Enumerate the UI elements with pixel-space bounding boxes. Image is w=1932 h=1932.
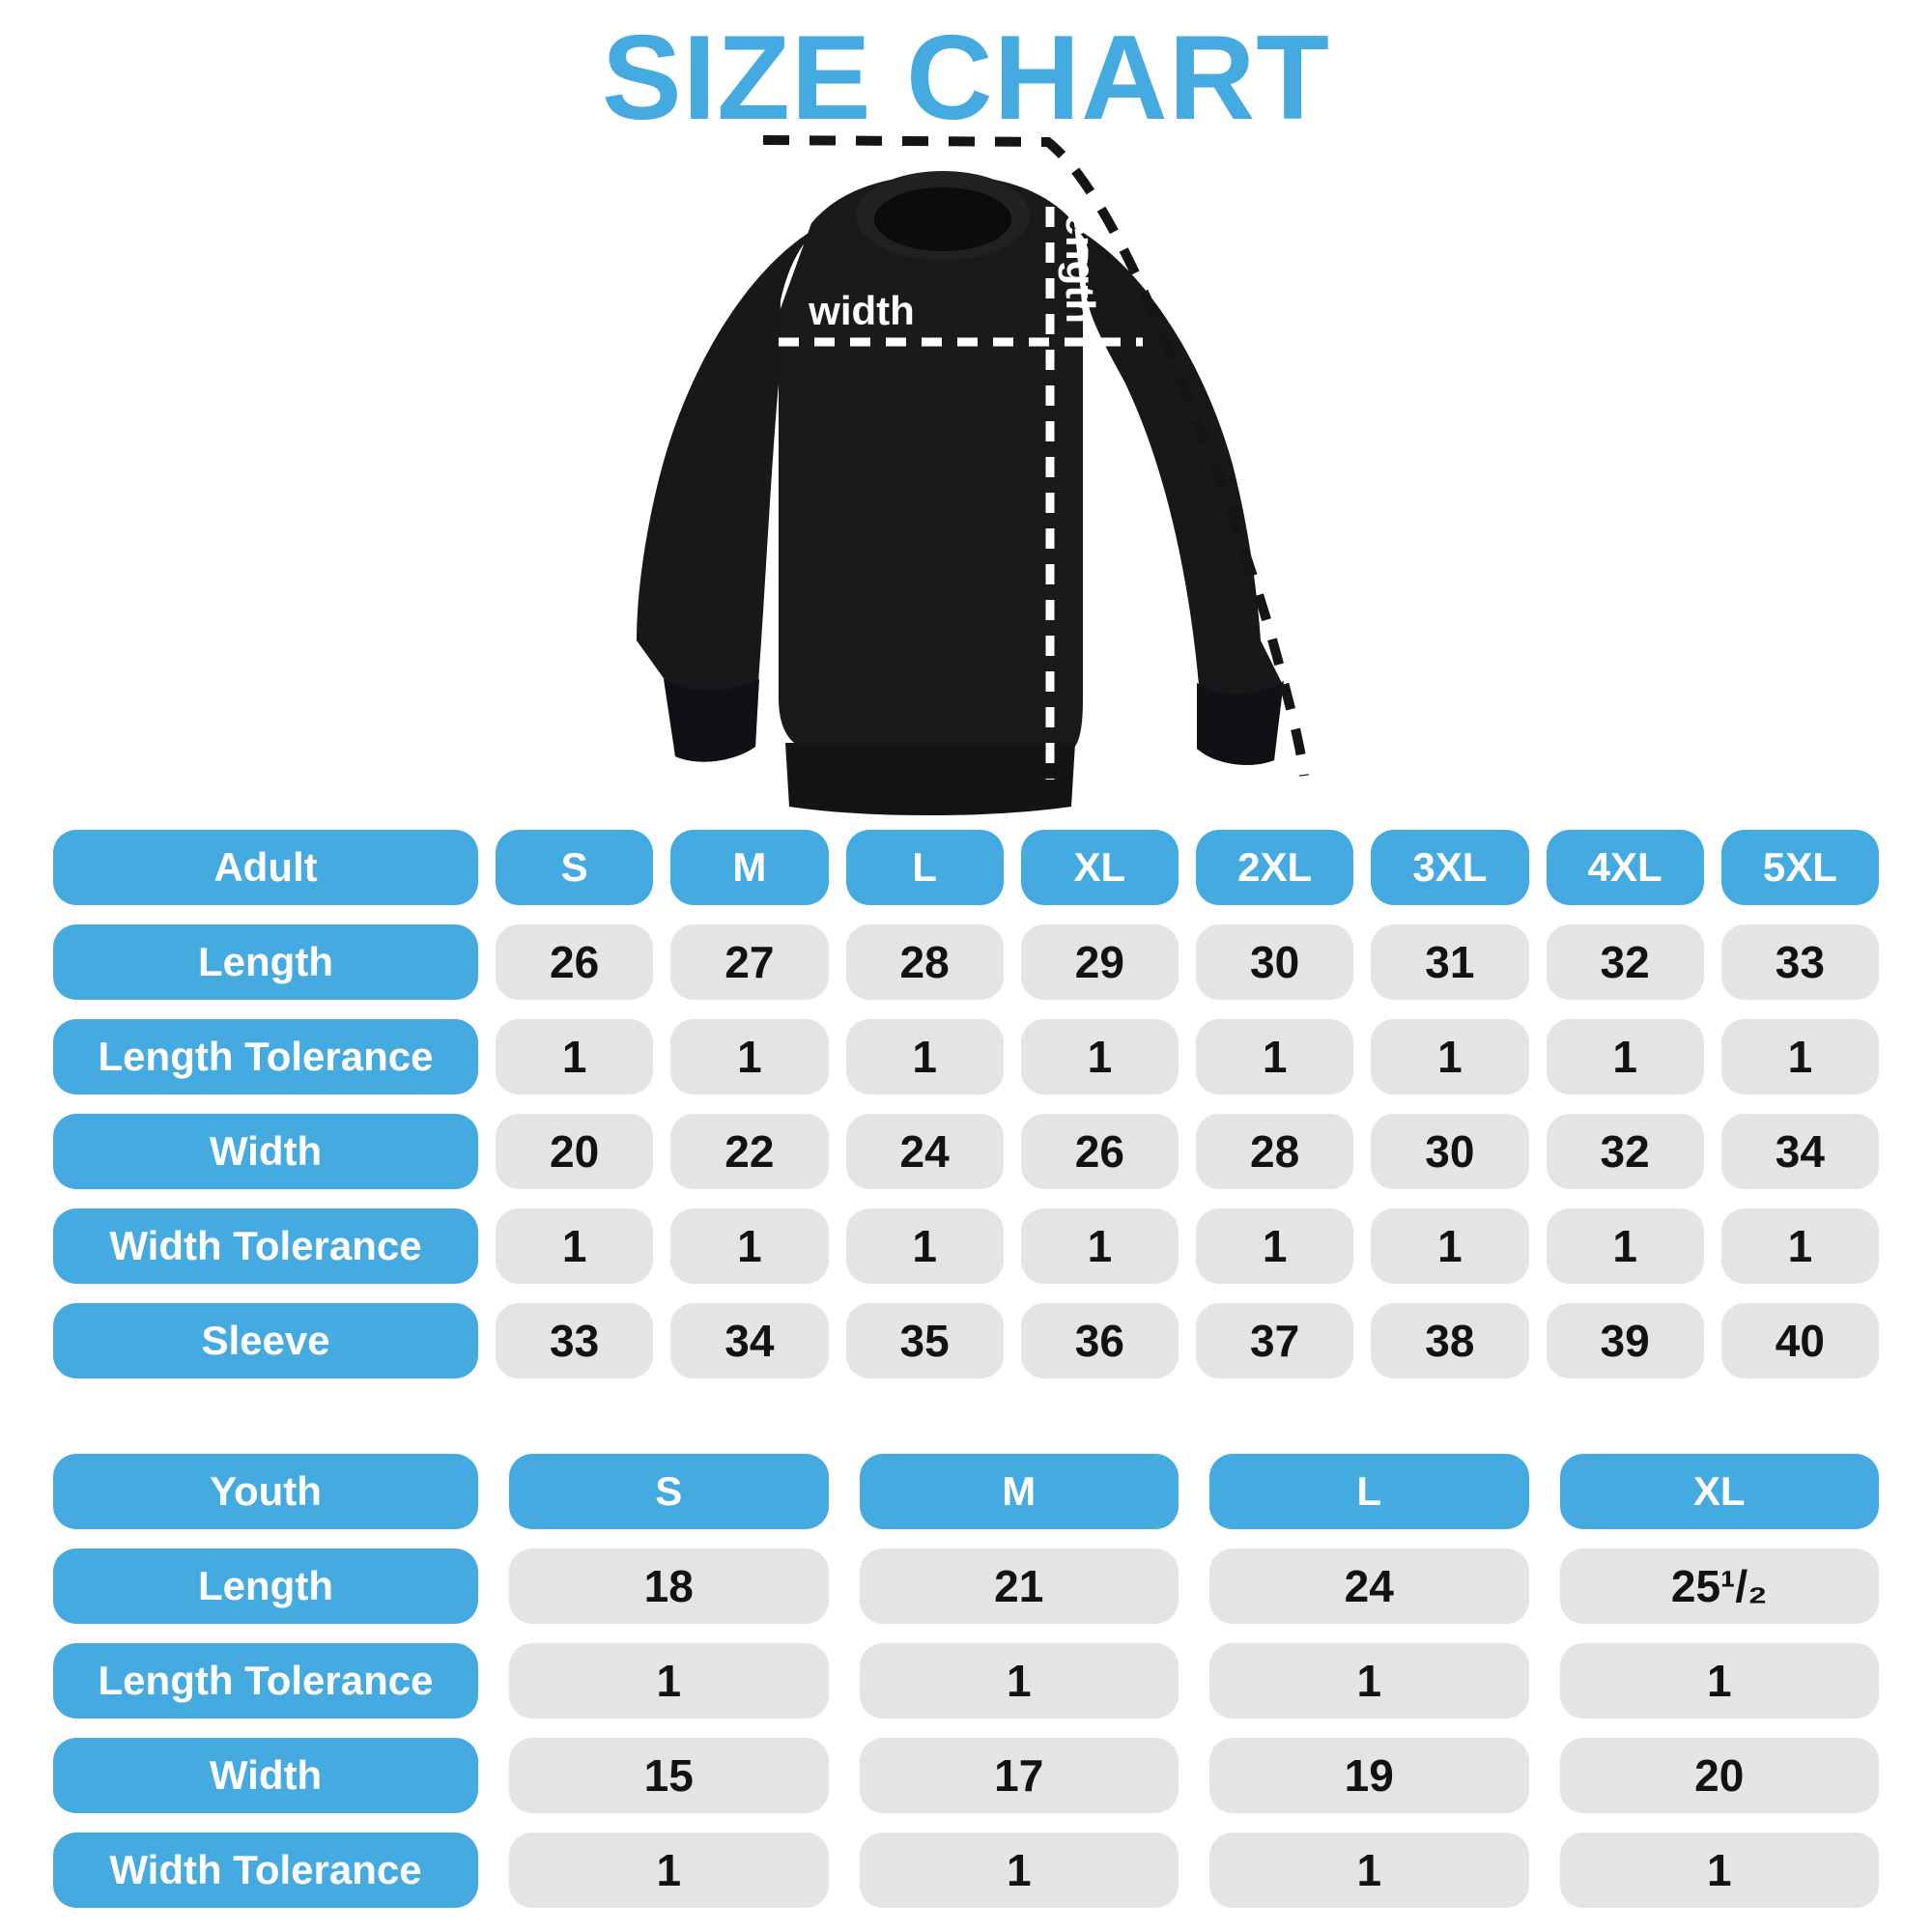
size-column-header: L bbox=[1209, 1454, 1529, 1529]
size-column-header: 4XL bbox=[1547, 830, 1704, 905]
value-cell: 1 bbox=[1371, 1208, 1528, 1284]
row-label: Sleeve bbox=[53, 1303, 478, 1378]
value-cell: 31 bbox=[1371, 924, 1528, 1000]
size-column-header: M bbox=[860, 1454, 1179, 1529]
value-cell: 1 bbox=[670, 1019, 828, 1094]
size-column-header: M bbox=[670, 830, 828, 905]
value-cell: 26 bbox=[1021, 1114, 1179, 1189]
size-column-header: XL bbox=[1021, 830, 1179, 905]
value-cell: 30 bbox=[1196, 924, 1353, 1000]
value-cell: 20 bbox=[496, 1114, 653, 1189]
value-cell: 1 bbox=[1547, 1208, 1704, 1284]
value-cell: 1 bbox=[509, 1833, 829, 1908]
value-cell: 17 bbox=[860, 1738, 1179, 1813]
torso-shape bbox=[779, 175, 1083, 751]
value-cell: 1 bbox=[1371, 1019, 1528, 1094]
value-cell: 24 bbox=[846, 1114, 1004, 1189]
value-cell: 24 bbox=[1209, 1548, 1529, 1624]
adult-size-table bbox=[53, 830, 1879, 1378]
size-column-header: 3XL bbox=[1371, 830, 1528, 905]
value-cell: 15 bbox=[509, 1738, 829, 1813]
value-cell: 1 bbox=[846, 1208, 1004, 1284]
row-label: Width Tolerance bbox=[53, 1208, 478, 1284]
value-cell: 1 bbox=[1196, 1208, 1353, 1284]
value-cell: 34 bbox=[670, 1303, 828, 1378]
value-cell: 30 bbox=[1371, 1114, 1528, 1189]
value-cell: 1 bbox=[1021, 1208, 1179, 1284]
value-cell: 1 bbox=[509, 1643, 829, 1719]
row-label: Width Tolerance bbox=[53, 1833, 478, 1908]
value-cell: 34 bbox=[1721, 1114, 1879, 1189]
row-label: Length Tolerance bbox=[53, 1019, 478, 1094]
value-cell: 33 bbox=[496, 1303, 653, 1378]
value-cell: 1 bbox=[1209, 1643, 1529, 1719]
value-cell: 1 bbox=[1196, 1019, 1353, 1094]
hem-band bbox=[785, 743, 1075, 815]
value-cell: 1 bbox=[860, 1643, 1179, 1719]
value-cell: 36 bbox=[1021, 1303, 1179, 1378]
sweatshirt-image bbox=[522, 130, 1352, 818]
value-cell: 21 bbox=[860, 1548, 1179, 1624]
value-cell: 1 bbox=[1560, 1643, 1880, 1719]
value-cell: 32 bbox=[1547, 1114, 1704, 1189]
value-cell: 35 bbox=[846, 1303, 1004, 1378]
value-cell: 29 bbox=[1021, 924, 1179, 1000]
value-cell: 27 bbox=[670, 924, 828, 1000]
value-cell: 28 bbox=[846, 924, 1004, 1000]
row-label: Width bbox=[53, 1738, 478, 1813]
value-cell: 32 bbox=[1547, 924, 1704, 1000]
youth-size-table bbox=[53, 1454, 1879, 1908]
value-cell: 20 bbox=[1560, 1738, 1880, 1813]
value-cell: 1 bbox=[1209, 1833, 1529, 1908]
size-column-header: S bbox=[496, 830, 653, 905]
size-column-header: L bbox=[846, 830, 1004, 905]
value-cell: 28 bbox=[1196, 1114, 1353, 1189]
row-label: Length Tolerance bbox=[53, 1643, 478, 1719]
value-cell: 1 bbox=[670, 1208, 828, 1284]
value-cell: 1 bbox=[496, 1208, 653, 1284]
value-cell: 1 bbox=[846, 1019, 1004, 1094]
table-title-cell: Youth bbox=[53, 1454, 478, 1529]
size-column-header: XL bbox=[1560, 1454, 1880, 1529]
value-cell: 1 bbox=[1021, 1019, 1179, 1094]
value-cell: 18 bbox=[509, 1548, 829, 1624]
collar-inner bbox=[874, 187, 1011, 251]
row-label: Length bbox=[53, 1548, 478, 1624]
sleeve-label: sleeve bbox=[1190, 217, 1298, 347]
value-cell: 1 bbox=[1560, 1833, 1880, 1908]
value-cell: 37 bbox=[1196, 1303, 1353, 1378]
value-cell: 1 bbox=[1721, 1208, 1879, 1284]
value-cell: 38 bbox=[1371, 1303, 1528, 1378]
value-cell: 19 bbox=[1209, 1738, 1529, 1813]
table-title-cell: Adult bbox=[53, 830, 478, 905]
page-title: SIZE CHART bbox=[602, 12, 1330, 145]
length-label: length bbox=[1058, 202, 1103, 324]
value-cell: 1 bbox=[1721, 1019, 1879, 1094]
value-cell: 25¹/₂ bbox=[1560, 1548, 1880, 1624]
size-column-header: 2XL bbox=[1196, 830, 1353, 905]
value-cell: 26 bbox=[496, 924, 653, 1000]
row-label: Width bbox=[53, 1114, 478, 1189]
value-cell: 39 bbox=[1547, 1303, 1704, 1378]
row-label: Length bbox=[53, 924, 478, 1000]
value-cell: 1 bbox=[860, 1833, 1179, 1908]
width-label: width bbox=[809, 288, 915, 333]
left-cuff bbox=[664, 679, 759, 762]
value-cell: 22 bbox=[670, 1114, 828, 1189]
value-cell: 40 bbox=[1721, 1303, 1879, 1378]
value-cell: 1 bbox=[496, 1019, 653, 1094]
size-column-header: S bbox=[509, 1454, 829, 1529]
value-cell: 33 bbox=[1721, 924, 1879, 1000]
size-column-header: 5XL bbox=[1721, 830, 1879, 905]
sweatshirt-figure bbox=[522, 130, 1352, 818]
value-cell: 1 bbox=[1547, 1019, 1704, 1094]
